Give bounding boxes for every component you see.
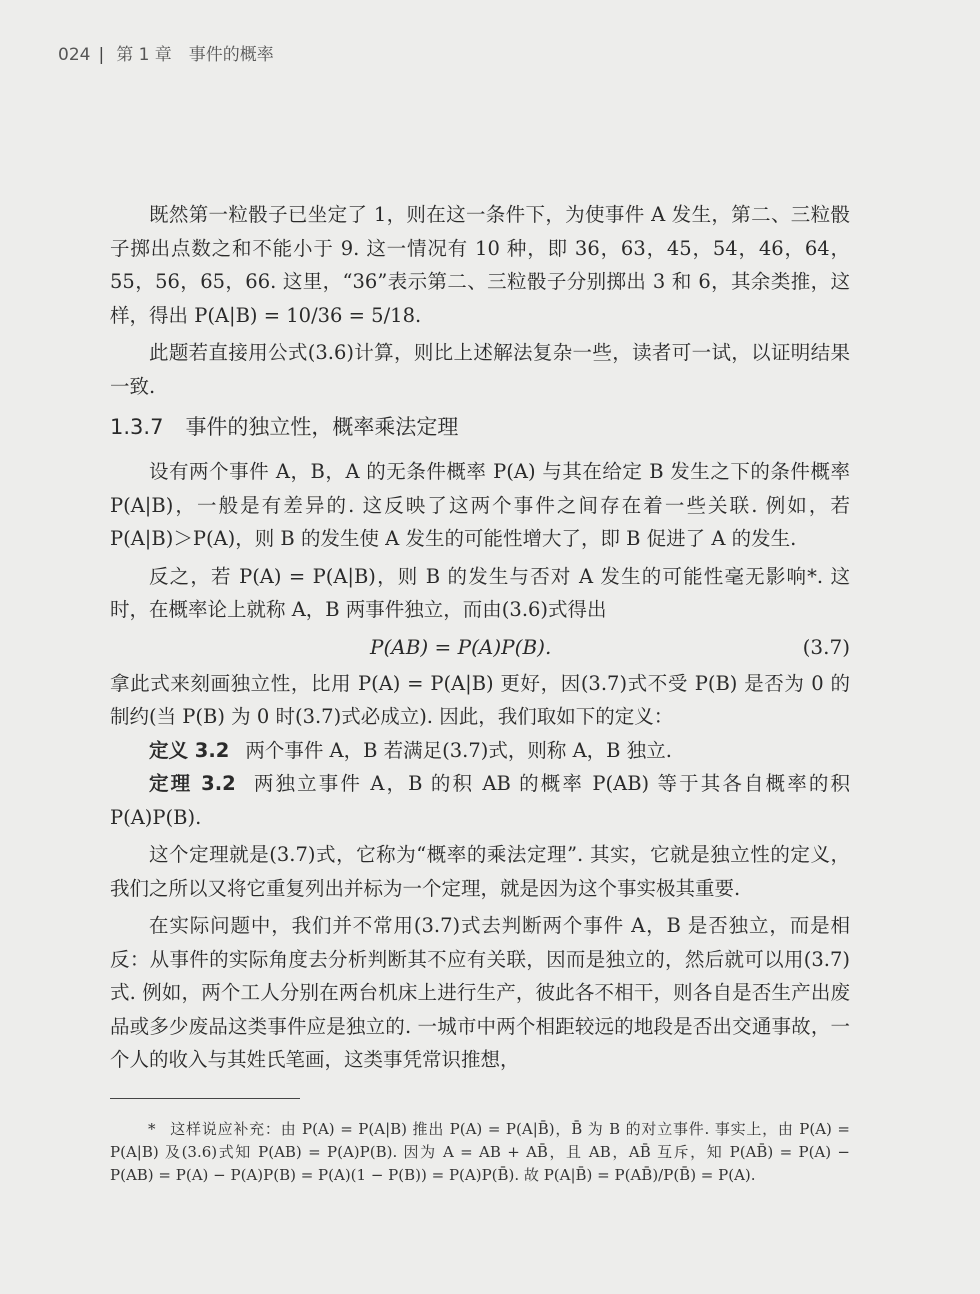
definition-text: 两个事件 A，B 若满足(3.7)式，则称 A，B 独立. bbox=[245, 738, 672, 762]
paragraph-independence-motivation: 拿此式来刻画独立性，比用 P(A) = P(A|B) 更好，因(3.7)式不受 P(B) 是否为 0 的制约(当 P(B) 为 0 时(3.7)式必成立). 因此，我们取如下的定义： bbox=[110, 671, 850, 728]
paragraph-formula-remark: 此题若直接用公式(3.6)计算，则比上述解法复杂一些，读者可一试，以证明结果一致. bbox=[110, 341, 850, 398]
theorem-label: 定理 3.2 bbox=[149, 772, 236, 795]
theorem-3-2 bbox=[110, 767, 850, 834]
page-number: 024 bbox=[58, 45, 91, 65]
equation-tag: (3.7) bbox=[802, 634, 850, 659]
paragraph-independence-intro: 反之，若 P(A) = P(A|B)，则 B 的发生与否对 A 发生的可能性毫无影响*. 这时，在概率论上就称 A，B 两事件独立，而由(3.6)式得出 bbox=[110, 564, 850, 621]
theorem-text: 两独立事件 A，B 的积 AB 的概率 P(AB) 等于其各自概率的积 P(A)P(B). bbox=[110, 772, 850, 829]
main-text bbox=[110, 198, 850, 1077]
running-header bbox=[58, 40, 274, 65]
footnote-marker: * bbox=[148, 1120, 156, 1138]
definition-label: 定义 3.2 bbox=[149, 738, 230, 762]
chapter-title: 第 1 章 事件的概率 bbox=[116, 45, 274, 65]
section-title: 事件的独立性，概率乘法定理 bbox=[185, 415, 459, 439]
footnote-divider bbox=[110, 1098, 300, 1099]
header-separator: | bbox=[98, 45, 105, 65]
footnote bbox=[110, 1118, 850, 1187]
paragraph-conditional-difference: 设有两个事件 A，B，A 的无条件概率 P(A) 与其在给定 B 发生之下的条件概率 P(A|B)，一般是有差异的. 这反映了这两个事件之间存在着一些关联. 例如，若 P(A|B)＞P(A)，则 B 的发生使 A 发生的可能性增大了，即 B 促进了 A 的发生. bbox=[110, 460, 850, 550]
equation-formula: P(AB) = P(A)P(B). bbox=[370, 634, 552, 659]
equation-3-7 bbox=[110, 627, 850, 667]
paragraph-practical-use: 在实际问题中，我们并不常用(3.7)式去判断两个事件 A，B 是否独立，而是相反：从事件的实际角度去分析判断其不应有关联，因而是独立的，然后就可以用(3.7)式. 例如，两个工人分别在两台机床上进行生产，彼此各不相干，则各自是否生产出废品或多少废品这类事件应是独立的. 一城市中两个相距较远的地段是否出交通事故，一个人的收入与其姓氏笔画，这类事凭常识推想， bbox=[110, 914, 850, 1071]
footnote-text: 这样说应补充：由 P(A) = P(A|B) 推出 P(A) = P(A|B̄)，B̄ 为 B 的对立事件. 事实上，由 P(A) = P(A|B) 及(3.6)式知 P(AB) = P(A)P(B). 因为 A = AB + AB̄，且 AB，AB̄ 互斥，知 P(AB̄) = P(A) − P(AB) = P(A) − P(A)P(B) = P(A)(1 − P(B)) = P(A)P(B̄). 故 P(A|B̄) = P(AB̄)/P(B̄) = P(A). bbox=[110, 1120, 850, 1184]
paragraph-multiplication-theorem: 这个定理就是(3.7)式，它称为“概率的乘法定理”. 其实，它就是独立性的定义，我们之所以又将它重复列出并标为一个定理，就是因为这个事实极其重要. bbox=[110, 843, 850, 900]
definition-3-2 bbox=[110, 734, 850, 768]
section-number: 1.3.7 bbox=[110, 415, 164, 439]
section-heading bbox=[110, 407, 850, 447]
paragraph-dice-example: 既然第一粒骰子已坐定了 1，则在这一条件下，为使事件 A 发生，第二、三粒骰子掷出点数之和不能小于 9. 这一情况有 10 种，即 36，63，45，54，46，64，55，56，65，66. 这里，“36”表示第二、三粒骰子分别掷出 3 和 6，其余类推，这样，得出 P(A|B) = 10/36 = 5/18. bbox=[110, 203, 850, 327]
